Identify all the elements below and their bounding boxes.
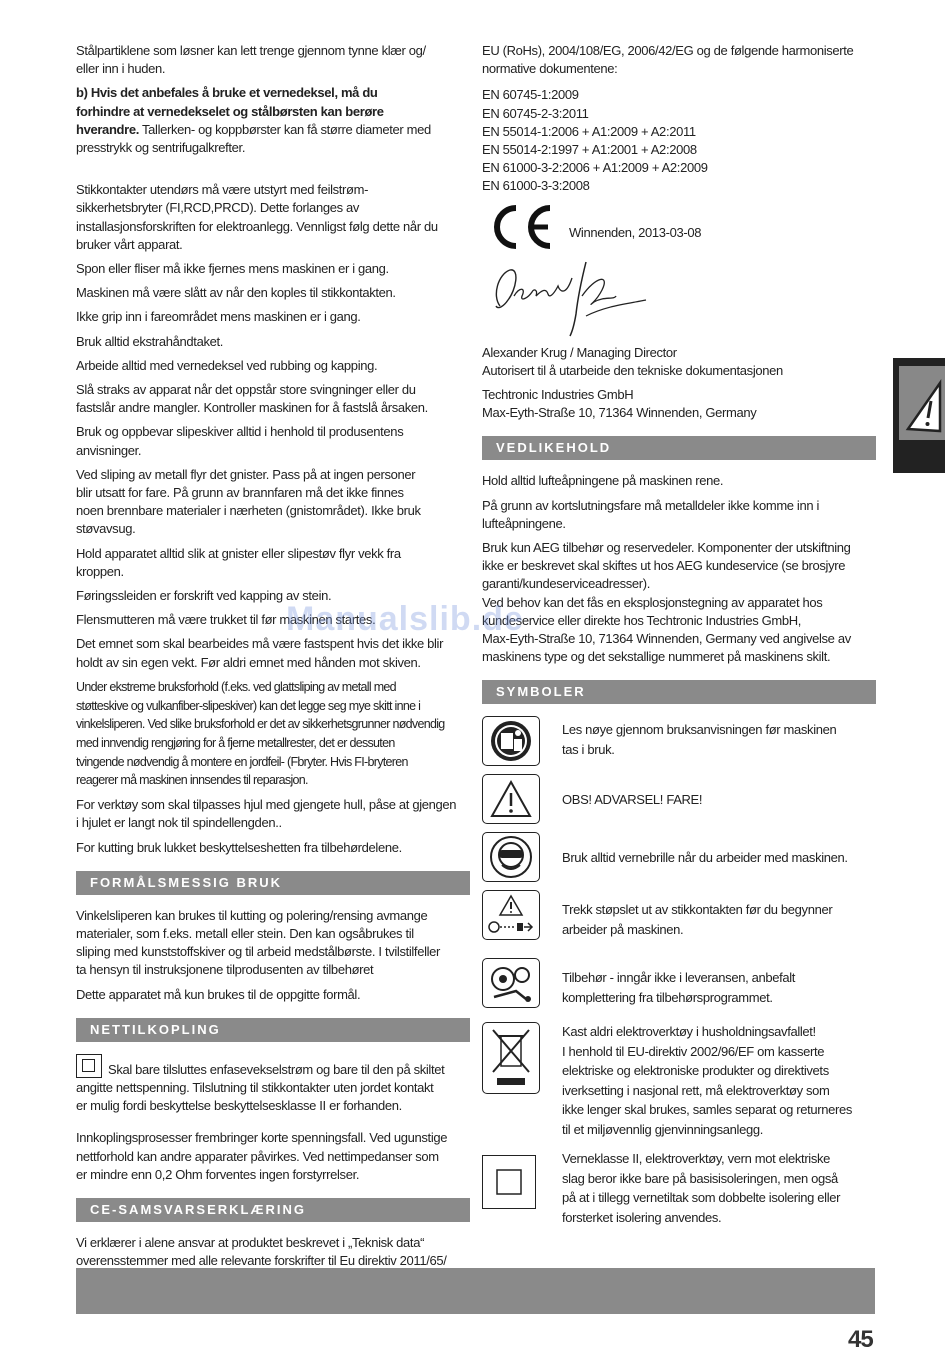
- paragraph: Innkoplingsprosesser frembringer korte spenningsfall. Ved ugunstige nettforhold kan andre apparater påvirkes. Ved nettimpedanser som er mindre enn 0,2 Ohm forventes ingen forstyrrelser.: [76, 1130, 448, 1182]
- warning-triangle-icon: [482, 774, 540, 824]
- signer: Alexander Krug / Managing Director Autorisert til å utarbeide den tekniske dokumentasjonen: [482, 344, 783, 378]
- footer-bar: [76, 1268, 875, 1314]
- paragraph: Dette apparatet må kun brukes til de oppgitte formål.: [76, 986, 361, 1002]
- paragraph: Stålpartiklene som løsner kan lett trenge gjennom tynne klær og/ eller inn i huden.: [76, 43, 426, 77]
- symbol-row: [482, 774, 876, 824]
- section-heading-nett: NETTILKOPLING: [76, 1018, 470, 1042]
- standards-list: EN 60745-1:2009 EN 60745-2-3:2011 EN 55014-1:2006 + A1:2009 + A2:2011 EN 55014-2:1997 + A1:2001 + A2:2008 EN 61000-3-2:2006 + A1:2009 + A2:2009 EN 61000-3-3:2008: [482, 87, 708, 194]
- place-date: Winnenden, 2013-03-08: [569, 224, 702, 240]
- class-ii-icon: [482, 1155, 536, 1209]
- left-column: [76, 42, 470, 1276]
- symbol-row: [482, 716, 876, 766]
- page-number: 45: [848, 1326, 873, 1353]
- paragraph: Bruk og oppbevar slipeskiver alltid i henhold til produsentens anvisninger.: [76, 424, 404, 458]
- symbol-text: OBS! ADVARSEL! FARE!: [562, 792, 703, 808]
- company-address: Techtronic Industries GmbH Max-Eyth-Straße 10, 71364 Winnenden, Germany: [482, 387, 757, 421]
- paragraph: Ikke grip inn i fareområdet mens maskinen er i gang.: [76, 309, 361, 325]
- symbol-row: [482, 832, 876, 882]
- paragraph: Flensmutteren må være trukket til før maskinen startes.: [76, 612, 376, 628]
- paragraph: Det emnet som skal bearbeides må være fastspent hvis det ikke blir holdt av sin egen vekt. Før aldri emnet med hånden mot skiven.: [76, 636, 444, 670]
- text: Skal bare tilsluttes enfasevekselstrøm og bare til den på skiltet angitte nettspenning. Tilslutning til stikkontakter uten jordet kontakt er mulig fordi beskyttelse beskyttelsesklasse II er forhanden.: [76, 1061, 445, 1114]
- symbol-text: Verneklasse II, elektroverktøy, vern mot elektriske slag beror ikke bare på basisisoleringen, men også på at i tillegg vernetiltak som dobbelte isolering eller forsterket isolering anvendes.: [562, 1151, 841, 1225]
- paragraph: EU (RoHs), 2004/108/EG, 2006/42/EG og de følgende harmoniserte normative dokumentene:: [482, 43, 854, 77]
- paragraph: Vinkelsliperen kan brukes til kutting og polering/rensing avmange materialer, som f.eks. metall eller stein. Den kan ogsåbrukes til sliping med kunststoffskiver og til arbeid medstålbørste. I tvilstilfeller ta hensyn til instruksjonene tilprodusenten av tilbehøret: [76, 907, 441, 978]
- paragraph: Bruk alltid ekstrahåndtaket.: [76, 333, 224, 349]
- paragraph: For verktøy som skal tilpasses hjul med gjengete hull, påse at gjengen i hjulet er langt nok til spindellengden..: [76, 797, 457, 831]
- paragraph: Vi erklærer i alene ansvar at produktet beskrevet i „Teknisk data“ overensstemmer med alle relevante forskrifter til Eu direktiv 2011/65/: [76, 1234, 447, 1269]
- right-column: [482, 42, 876, 1235]
- paragraph: Stikkontakter utendørs må være utstyrt med feilstrøm- sikkerhetsbryter (FI,RCD,PRCD). Dette forlanges av installasjonsforskriften for elektroanlegg. Vennligst følg dette når du bruker vårt apparat.: [76, 182, 438, 252]
- paragraph: Under ekstreme bruksforhold (f.eks. ved glattsliping av metall med støtteskive og vulkanfiber-slipeskiver) kan det legge seg mye skitt inne i vinkelsliperen. Ved slike bruksforhold er det av sikkerhetsgrunner nødvendig med innvendig rengjøring for å fjerne metallrester, det er dessuten tvingende nødvendig å montere en jordfeil- (Fbryter. Hvis FI-bryteren reagerer må maskinen innsendes til reparasjon.: [76, 679, 445, 788]
- section-heading-formal: FORMÅLSMESSIG BRUK: [76, 871, 470, 895]
- section-heading-ce: CE-SAMSVARSERKLÆRING: [76, 1198, 470, 1222]
- weee-bin-icon: [482, 1022, 540, 1094]
- paragraph: Spon eller fliser må ikke fjernes mens maskinen er i gang.: [76, 261, 389, 277]
- symbol-text: Tilbehør - inngår ikke i leveransen, anbefalt komplettering fra tilbehørsprogrammet.: [562, 970, 796, 1005]
- paragraph: Maskinen må være slått av når den koples til stikkontakten.: [76, 285, 396, 301]
- ce-mark-icon: [486, 202, 556, 252]
- paragraph: Hold alltid lufteåpningene på maskinen rene.: [482, 473, 724, 489]
- unplug-icon: [482, 890, 540, 940]
- symbol-row: [482, 890, 876, 940]
- symbol-row: [482, 958, 876, 1008]
- paragraph: På grunn av kortslutningsfare må metalldeler ikke komme inn i lufteåpningene.: [482, 497, 820, 531]
- symbol-text: Kast aldri elektroverktøy i husholdningsavfallet! I henhold til EU-direktiv 2002/96/EF om kasserte elektriske og elektroniske produkter og direktivets iverksetting i nasjonal rett, må elektroverktøy som ikke lenger skal brukes, samles separat og returneres til et miljøvennlig gjenvinningsanlegg.: [562, 1024, 852, 1137]
- warning-side-tab: [893, 358, 945, 473]
- paragraph: For kutting bruk lukket beskyttelseshetten fra tilbehørdelene.: [76, 839, 402, 855]
- warning-tab-inner: [899, 366, 945, 440]
- symbol-text: Bruk alltid vernebrille når du arbeider med maskinen.: [562, 850, 848, 866]
- safety-goggles-icon: [482, 832, 540, 882]
- ce-mark-row: [482, 202, 876, 254]
- section-heading-vedl: VEDLIKEHOLD: [482, 436, 876, 460]
- text: Tallerken- og koppbørster kan få større diameter med presstrykk og sentrifugalkrefter.: [76, 121, 431, 156]
- bold-text: b) Hvis det anbefales å bruke et vernedeksel, må du forhindre at vernedekselet og stålbørsten kan berøre hverandre.: [76, 85, 384, 137]
- accessory-icon: [482, 958, 540, 1008]
- symbol-row: [482, 1073, 876, 1227]
- symbol-text: Les nøye gjennom bruksanvisningen før maskinen tas i bruk.: [562, 722, 837, 757]
- paragraph-guard-brush: [76, 84, 470, 157]
- section-heading-symb: SYMBOLER: [482, 680, 876, 704]
- paragraph: Hold apparatet alltid slik at gnister eller slipestøv flyr vekk fra kroppen.: [76, 545, 401, 579]
- paragraph: Ved sliping av metall flyr det gnister. Pass på at ingen personer blir utsatt for fare. På grunn av brannfaren må det ikke finnes noen brennbare materialer i nærheten (gnistområdet). Ikke bruk støvavsug.: [76, 466, 421, 537]
- warning-triangle-icon: [900, 373, 944, 433]
- paragraph: Føringssleiden er forskrift ved kapping av stein.: [76, 588, 332, 604]
- signature-icon: [486, 256, 656, 338]
- paragraph: Arbeide alltid med vernedeksel ved rubbing og kapping.: [76, 357, 378, 373]
- paragraph: Bruk kun AEG tilbehør og reservedeler. Komponenter der utskiftning ikke er beskrevet skal skiftes ut hos AEG kundeservice (se brosjyre garanti/kundeserviceadresser). Ved behov kan det fås en eksplosjonstegning av apparatet hos kundeservice eller direkte hos Techtronic Industries GmbH, Max-Eyth-Straße 10, 71364 Winnenden, Germany ved angivelse av maskinens type og det sekstallige nummeret på maskinens skilt.: [482, 540, 851, 665]
- symbol-text: Trekk støpslet ut av stikkontakten før du begynner arbeider på maskinen.: [562, 902, 833, 937]
- class-ii-icon: [76, 1054, 102, 1078]
- read-manual-icon: [482, 716, 540, 766]
- paragraph-class-ii: [76, 1054, 470, 1116]
- watermark: Manualslib.de: [286, 600, 524, 638]
- paragraph: Slå straks av apparat når det oppstår store svingninger eller du fastslår andre mangler. Kontroller maskinen for å fastslå årsaken.: [76, 382, 428, 416]
